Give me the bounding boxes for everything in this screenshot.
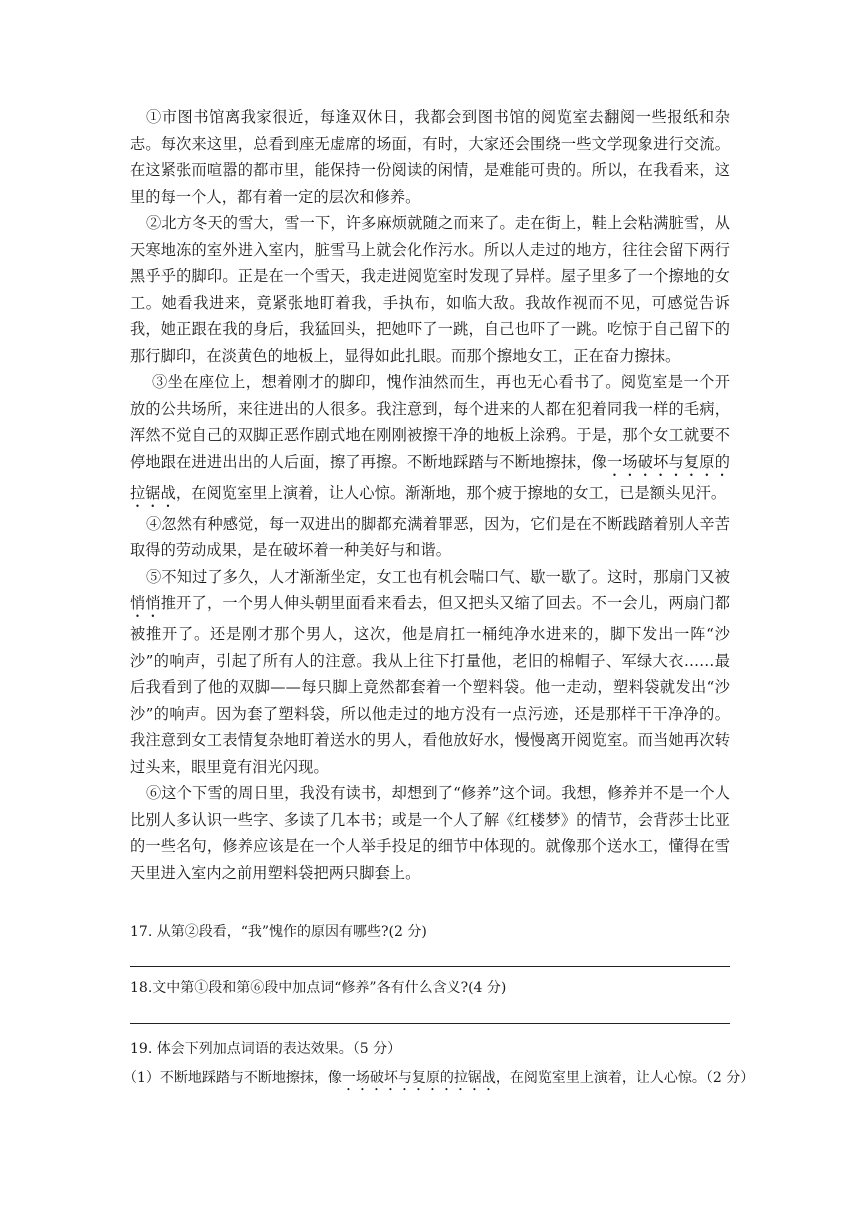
question-19-sub-1-text-a: （1）不断地踩踏与不断地擦抹，像 (123, 1070, 342, 1086)
question-18: 18.文中第①段和第⑥段中加点词“修养”各有什么含义?(4 分) (130, 980, 507, 996)
emphasized-word-quietly: 悄悄 (130, 594, 161, 612)
emphasized-phrase-tug-of-war: 一场破坏与复原的拉锯战 (130, 452, 730, 502)
paragraph-5-text-b: 推开了，一个男人伸头朝里面看来看去，但又把头又缩了回去。不一会儿，两扇门都被推开了。还是刚才那个男人，这次，他是肩扛一桶纯净水进来的，脚下发出一阵“沙沙”的响声，引起了所有人的注意。我从上往下打量他，老旧的棉帽子、军绿大衣……最后我看到了他的双脚——每只脚上竟然都套着一个塑料袋。他一走动，塑料袋就发出“沙沙”的响声。因为套了塑料袋，所以他走过的地方没有一点污迹，还是那样干干净净的。我注意到女工表情复杂地盯着送水的男人，看他放好水，慢慢离开阅览室。而当她再次转过头来，眼里竟有泪光闪现。 (130, 594, 731, 776)
reading-passage (130, 104, 730, 886)
answer-line-18 (130, 1023, 730, 1024)
question-17: 17. 从第②段看，“我”愧作的原因有哪些?(2 分) (130, 924, 427, 940)
paragraph-2: ②北方冬天的雪大，雪一下，许多麻烦就随之而来了。走在街上，鞋上会粘满脏雪，从天寒地冻的室外进入室内，脏雪马上就会化作污水。所以人走过的地方，往往会留下两行黑乎乎的脚印。正是在一个雪天，我走进阅览室时发现了异样。屋子里多了一个擦地的女工。她看我进来，竟紧张地盯着我，手执布，如临大敌。我故作视而不见，可感觉告诉我，她正跟在我的身后，我猛回头，把她吓了一跳，自己也吓了一跳。吃惊于自己留下的那行脚印，在淡黄色的地板上，显得如此扎眼。而那个擦地女工，正在奋力擦抹。 (130, 214, 730, 365)
paragraph-5-text-a: ⑤不知过了多久，人才渐渐坐定，女工也有机会喘口气、歇一歇了。这时，那扇门又被 (145, 567, 730, 586)
question-19-emphasized-phrase: 一场破坏与复原的拉锯战 (341, 1070, 496, 1086)
paragraph-3-text-b: ，在阅览室里上演着，让人心惊。渐渐地，那个疲于擦地的女工，已是额头见汗。 (175, 483, 727, 502)
paragraph-3 (130, 369, 730, 511)
question-19-sub-1 (123, 1067, 754, 1094)
question-19: 19. 体会下列加点词语的表达效果。（5 分） (130, 1041, 402, 1057)
question-19-sub-1-text-b: ，在阅览室里上演着，让人心惊。（2 分） (495, 1070, 755, 1086)
answer-line-17 (130, 966, 730, 967)
paragraph-6: ⑥这个下雪的周日里，我没有读书，却想到了“修养”这个词。我想，修养并不是一个人比别人多认识一些字、多读了几本书；或是一个人了解《红楼梦》的情节，会背莎士比亚的一些名句，修养应该是在一个人举手投足的细节中体现的。就像那个送水工，懂得在雪天里进入室内之前用塑料袋把两只脚套上。 (130, 784, 730, 882)
paragraph-3-text-a: ③坐在座位上，想着刚才的脚印，愧作油然而生，再也无心看书了。阅览室是一个开放的公共场所，来往进出的人很多。我注意到，每个进来的人都在犯着同我一样的毛病，浑然不觉自己的双脚正恶作剧式地在刚刚被擦干净的地板上涂鸦。于是，那个女工就要不停地跟在进进出出的人后面，擦了再擦。不断地踩踏与不断地擦抹，像 (130, 373, 730, 471)
paragraph-1: ①市图书馆离我家很近，每逢双休日，我都会到图书馆的阅览室去翻阅一些报纸和杂志。每次来这里，总看到座无虚席的场面，有时，大家还会围绕一些文学现象进行交流。在这紧张而喧嚣的都市里，能保持一份阅读的闲情，是难能可贵的。所以，在我看来，这里的每一个人，都有着一定的层次和修养。 (130, 108, 730, 206)
paragraph-4: ④忽然有种感觉，每一双进出的脚都充满着罪恶，因为，它们是在不断践踏着别人辛苦取得的劳动成果，是在破坏着一种美好与和谐。 (130, 514, 730, 559)
paragraph-5 (130, 564, 730, 781)
